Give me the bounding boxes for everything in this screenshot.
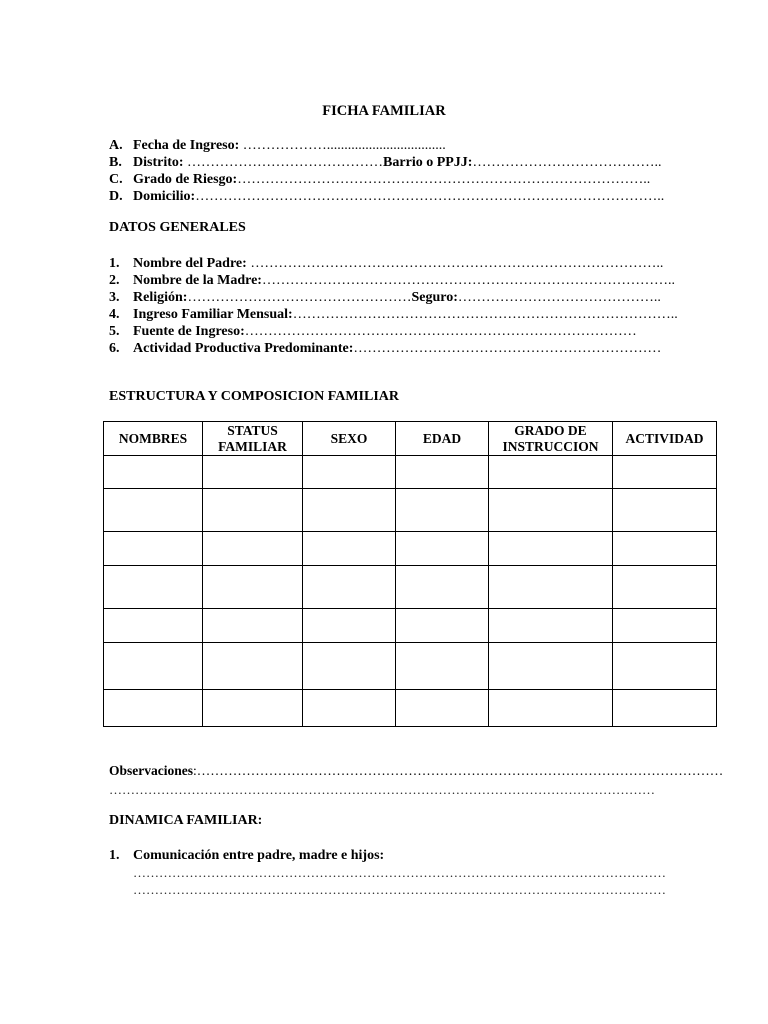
column-header-nombres: NOMBRES xyxy=(104,422,203,456)
column-header-status-familiar: STATUS FAMILIAR xyxy=(203,422,303,456)
table-cell[interactable] xyxy=(203,690,303,727)
table-row xyxy=(104,566,717,609)
field-label: Fuente de Ingreso: xyxy=(133,324,245,339)
field-grado-riesgo[interactable] xyxy=(109,171,650,188)
table-cell[interactable] xyxy=(104,456,203,489)
table-cell[interactable] xyxy=(396,456,489,489)
field-marker: 3. xyxy=(109,290,120,305)
table-cell[interactable] xyxy=(396,566,489,609)
table-cell[interactable] xyxy=(104,643,203,690)
answer-blank-line-1[interactable]: …………………………………………………………………………………………………………… xyxy=(133,865,666,880)
field-label: Nombre de la Madre: xyxy=(133,273,262,288)
table-cell[interactable] xyxy=(203,489,303,532)
field-actividad-productiva[interactable] xyxy=(109,340,661,357)
field-label-barrio: Barrio o PPJJ: xyxy=(383,155,473,170)
field-domicilio[interactable] xyxy=(109,188,664,205)
field-label: Domicilio: xyxy=(133,189,196,204)
observaciones-label: Observaciones xyxy=(109,763,193,778)
table-cell[interactable] xyxy=(489,532,613,566)
table-cell[interactable] xyxy=(396,532,489,566)
table-row xyxy=(104,456,717,489)
table-cell[interactable] xyxy=(303,456,396,489)
field-blank[interactable]: ………………………………………… xyxy=(187,290,412,305)
table-cell[interactable] xyxy=(613,690,717,727)
field-label: Grado de Riesgo: xyxy=(133,172,238,187)
field-marker: 2. xyxy=(109,273,120,288)
field-blank[interactable]: …………………………………… xyxy=(183,155,384,170)
table-cell[interactable] xyxy=(489,643,613,690)
table-cell[interactable] xyxy=(396,643,489,690)
table-cell[interactable] xyxy=(104,690,203,727)
field-marker: C. xyxy=(109,172,123,187)
field-label: Nombre del Padre: xyxy=(133,256,247,271)
table-cell[interactable] xyxy=(203,609,303,643)
table-cell[interactable] xyxy=(396,690,489,727)
table-cell[interactable] xyxy=(489,566,613,609)
field-marker: D. xyxy=(109,189,123,204)
field-nombre-padre[interactable] xyxy=(109,255,663,272)
table-cell[interactable] xyxy=(489,690,613,727)
table-header-row xyxy=(104,422,717,456)
field-marker: 6. xyxy=(109,341,120,356)
table-cell[interactable] xyxy=(104,566,203,609)
field-marker: 1. xyxy=(109,256,120,271)
column-header-edad: EDAD xyxy=(396,422,489,456)
section-heading-estructura: ESTRUCTURA Y COMPOSICION FAMILIAR xyxy=(109,389,400,404)
table-row xyxy=(104,690,717,727)
field-blank-barrio[interactable]: ………………………………….. xyxy=(472,155,662,170)
observaciones-blank-line-2[interactable]: ……………………………………………………………………………………………………………… xyxy=(109,782,655,797)
table-cell[interactable] xyxy=(303,566,396,609)
field-blank[interactable]: ………………………………………………………………………… xyxy=(244,324,637,339)
page-title: FICHA FAMILIAR xyxy=(322,103,446,119)
field-label: Actividad Productiva Predominante: xyxy=(133,341,354,356)
table-cell[interactable] xyxy=(613,489,717,532)
table-cell[interactable] xyxy=(396,489,489,532)
column-header-sexo: SEXO xyxy=(303,422,396,456)
field-marker: 5. xyxy=(109,324,120,339)
table-cell[interactable] xyxy=(303,609,396,643)
field-marker: 4. xyxy=(109,307,120,322)
table-cell[interactable] xyxy=(613,566,717,609)
table-row xyxy=(104,643,717,690)
column-header-actividad: ACTIVIDAD xyxy=(613,422,717,456)
table-cell[interactable] xyxy=(613,643,717,690)
question-marker: 1. xyxy=(109,848,120,863)
table-cell[interactable] xyxy=(489,489,613,532)
field-blank[interactable]: …………………………………………………………………………….. xyxy=(237,172,651,187)
field-observaciones[interactable] xyxy=(109,763,723,779)
table-cell[interactable] xyxy=(203,532,303,566)
table-cell[interactable] xyxy=(104,489,203,532)
table-cell[interactable] xyxy=(203,643,303,690)
question-label: Comunicación entre padre, madre e hijos: xyxy=(133,848,385,863)
field-blank[interactable]: ……………………………………………………………………………………….. xyxy=(195,189,665,204)
answer-blank-line-2[interactable]: …………………………………………………………………………………………………………… xyxy=(133,882,666,897)
observaciones-blank[interactable]: :……………………………………………………………………………………………………… xyxy=(193,763,724,778)
field-label-seguro: Seguro: xyxy=(411,290,458,305)
table-cell[interactable] xyxy=(613,532,717,566)
table-cell[interactable] xyxy=(303,643,396,690)
field-blank[interactable]: …………………………………………………………………………….. xyxy=(246,256,664,271)
field-label: Ingreso Familiar Mensual: xyxy=(133,307,293,322)
table-cell[interactable] xyxy=(303,489,396,532)
field-blank[interactable]: ………………………………………………………… xyxy=(353,341,662,356)
field-fecha-ingreso[interactable] xyxy=(109,137,446,154)
field-label: Distrito: xyxy=(133,155,184,170)
field-fuente-ingreso[interactable] xyxy=(109,323,637,340)
table-cell[interactable] xyxy=(203,456,303,489)
table-row xyxy=(104,532,717,566)
table-cell[interactable] xyxy=(303,690,396,727)
field-marker: A. xyxy=(109,138,123,153)
field-blank-seguro[interactable]: …………………………………….. xyxy=(457,290,661,305)
field-label: Religión: xyxy=(133,290,188,305)
table-cell[interactable] xyxy=(104,609,203,643)
field-blank[interactable]: …………………………………………………………………………….. xyxy=(261,273,675,288)
field-label: Fecha de Ingreso: xyxy=(133,138,240,153)
table-cell[interactable] xyxy=(104,532,203,566)
table-row xyxy=(104,609,717,643)
table-cell[interactable] xyxy=(203,566,303,609)
field-distrito[interactable] xyxy=(109,154,661,171)
table-row xyxy=(104,489,717,532)
table-cell[interactable] xyxy=(396,609,489,643)
section-heading-dinamica-familiar: DINAMICA FAMILIAR: xyxy=(109,813,263,828)
field-ingreso-familiar[interactable] xyxy=(109,306,678,323)
table-cell[interactable] xyxy=(303,532,396,566)
table-cell[interactable] xyxy=(613,456,717,489)
field-marker: B. xyxy=(109,155,122,170)
table-cell[interactable] xyxy=(489,456,613,489)
field-blank[interactable]: ……………………………………………………………………….. xyxy=(292,307,678,322)
family-composition-table xyxy=(103,421,717,727)
field-blank[interactable]: ……………….................................. xyxy=(239,138,446,153)
field-religion[interactable] xyxy=(109,289,661,306)
column-header-grado-instruccion: GRADO DE INSTRUCCION xyxy=(489,422,613,456)
field-nombre-madre[interactable] xyxy=(109,272,675,289)
section-heading-datos-generales: DATOS GENERALES xyxy=(109,220,246,235)
question-comunicacion xyxy=(109,847,384,864)
table-cell[interactable] xyxy=(489,609,613,643)
table-cell[interactable] xyxy=(613,609,717,643)
